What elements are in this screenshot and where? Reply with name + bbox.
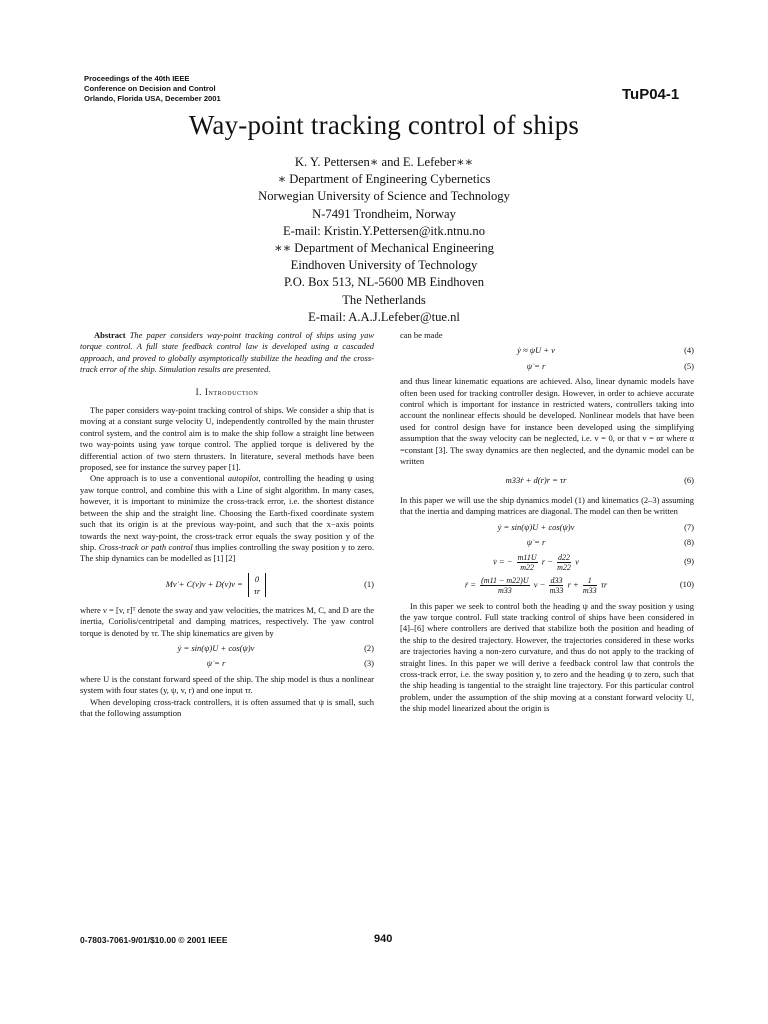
equation-number: (3)	[364, 658, 374, 669]
abstract-text: The paper considers way-point tracking control of ships using yaw torque control. A full state feedback control law is developed using a cascaded approach, and proved to globally asymptotically stabilize the heading and the cross-track error of the ship. Simulation results are presented.	[80, 330, 374, 375]
numerator: m11U	[517, 552, 537, 562]
equation-text: ψ̇ = r	[526, 537, 546, 548]
paper-title: Way-point tracking control of ships	[188, 110, 580, 140]
equation-number: (2)	[364, 642, 374, 653]
paragraph: and thus linear kinematic equations are achieved. Also, linear dynamic models have often been used for tracking controller design. However, in order to achieve accurate control which is important for instance in restricted waters, controllers taking into account the nonlinear effects should be developed. Nonlinear models that have been used for control design have for instance been developed using the simplifying assumption that the sway velocity can be neglected, i.e. v = 0, or that v = αr where α =constant [3]. The sway dynamics are then neglected, and the dynamic model can be written	[400, 376, 694, 467]
equation-text: v̇ = −	[493, 555, 513, 566]
denominator: m33	[582, 585, 597, 595]
text-run-italic: Cross-track or path control	[98, 541, 193, 552]
equation-text: ψ̇ = r	[526, 360, 546, 371]
equation-text: τr	[600, 578, 608, 589]
equation-text: ṙ =	[464, 578, 476, 589]
equation-number: (4)	[684, 345, 694, 356]
numerator: (m11 − m22)U	[481, 575, 529, 585]
equation-7	[400, 522, 694, 533]
equation-number: (6)	[684, 475, 694, 486]
paragraph: The paper considers way-point tracking control of ships. We consider a ship that is moving at a constant surge velocity U, independently controlled by the main thruster control system, and the control aim is to make the ship follow a straight line between two way-points using yaw torque control. The applied torque is delivered by the differential action of two stern thrusters. In literature, several methods have been proposed, see for instance the survey paper [1].	[80, 405, 374, 473]
paragraph: In this paper we seek to control both the heading ψ and the sway position y using the yaw torque control. Full state tracking control of ships have been considered in [4]–[6] where controllers are derived that stabilize both the position and heading of the ship to the desired trajectory. However, the trajectories considered in these works are trajectories having a non-zero curvature, and thus do not apply to the tracking of straight lines. In this paper we will derive a feedback control law that controls the cross-track error, i.e. the sway position y, to zero and the heading ψ to zero, such that the ship heading is tangential to the straight line trajectory. For this particular control problem, under the assumption of the ship moving at a constant forward velocity U, the ship model linearized about the origin is	[400, 600, 694, 714]
numerator: d22	[558, 552, 571, 562]
equation-number: (1)	[364, 579, 374, 590]
author-line: K. Y. Pettersen∗ and E. Lefeber∗∗	[294, 155, 474, 169]
equation-text: ẏ ≈ ψU + v	[517, 345, 555, 356]
right-column	[400, 330, 694, 715]
author-line: The Netherlands	[342, 292, 426, 307]
equation-number: (7)	[684, 521, 694, 532]
equation-text: Mν̇ + C(ν)ν + D(ν)ν =	[165, 578, 243, 589]
abstract	[80, 330, 374, 376]
matrix-entry: 0	[254, 573, 260, 584]
equation-text: ẏ = sin(ψ)U + cos(ψ)v	[497, 521, 575, 532]
author-line: E-mail: Kristin.Y.Pettersen@itk.ntnu.no	[282, 223, 485, 238]
equation-number: (8)	[684, 537, 694, 548]
equation-8	[400, 537, 694, 548]
author-line: P.O. Box 513, NL-5600 MB Eindhoven	[283, 275, 485, 290]
equation-text: r +	[567, 578, 579, 589]
equation-body	[400, 553, 672, 572]
text-run: , controlling the heading ψ using yaw torque control, and combine this with a Line of sight algorithm. In many cases, however, it is important to minimize the cross-track error, i.e. the shortest distance between the ship and the straight line. Choosing the Earth-fixed coordinate system such that its origin is at the previous way-point, and such that the x−axis points towards the next way-point, the cross-track error equals the sway position y of the ship.	[80, 473, 374, 552]
paragraph: In this paper we will use the ship dynamics model (1) and kinematics (2–3) assuming that the inertia and damping matrices are diagonal. The model can then be written	[400, 494, 694, 517]
numerator: d33	[550, 575, 563, 585]
author-line: Norwegian University of Science and Technology	[258, 189, 510, 204]
footer-isbn: 0-7803-7061-9/01/$10.00 © 2001 IEEE	[80, 935, 228, 945]
abstract-label: Abstract	[94, 330, 126, 340]
equation-2	[80, 643, 374, 654]
equation-text: v −	[533, 578, 546, 589]
equation-5	[400, 361, 694, 372]
equation-1	[80, 573, 374, 597]
section-heading: I. Introduction	[195, 386, 259, 397]
matrix-entry: τr	[253, 585, 261, 596]
author-line: E-mail: A.A.J.Lefeber@tue.nl	[308, 309, 460, 324]
text-run: One approach is to use a conventional	[90, 473, 228, 484]
denominator: m22	[520, 562, 535, 572]
equation-text: v	[575, 555, 579, 566]
page-number: 940	[374, 933, 393, 945]
equation-text: r −	[541, 555, 553, 566]
left-column	[80, 330, 374, 719]
fraction	[480, 576, 529, 595]
equation-text: ẏ = sin(ψ)U + cos(ψ)v	[177, 642, 255, 653]
equation-number: (10)	[679, 579, 694, 590]
proceedings-line: Proceedings of the 40th IEEE	[84, 74, 190, 83]
denominator: m33	[497, 585, 512, 595]
input-vector	[248, 573, 266, 597]
author-line: ∗ Department of Engineering Cybernetics	[277, 172, 491, 187]
equation-text: m33ṙ + d(r)r = τr	[505, 475, 567, 486]
fraction	[549, 576, 563, 595]
proceedings-line: Orlando, Florida USA, December 2001	[84, 94, 221, 103]
proceedings-line: Conference on Decision and Control	[84, 84, 216, 93]
paragraph: where ν = [v, r]ᵀ denote the sway and yaw velocities, the matrices M, C, and D are the inertia, Coriolis/centripetal and damping matrices, respectively. The yaw control torque is denoted by τr. The ship kinematics are given by	[80, 604, 374, 638]
equation-9	[400, 553, 694, 572]
author-line: ∗∗ Department of Mechanical Engineering	[274, 241, 494, 256]
paragraph: where U is the constant forward speed of the ship. The ship model is thus a nonlinear system with four states (y, ψ, v, r) and one input τr.	[80, 673, 374, 696]
numerator: 1	[583, 576, 597, 586]
proceedings-header	[84, 74, 221, 104]
text-run: thus implies controlling the sway position y to zero. The ship dynamics can be modelled as [1] [2]	[80, 541, 375, 564]
paragraph	[80, 473, 374, 564]
denominator: m33	[549, 585, 564, 595]
author-line: N-7491 Trondheim, Norway	[312, 206, 456, 221]
equation-6	[400, 475, 694, 486]
equation-4	[400, 345, 694, 356]
author-block	[184, 154, 584, 326]
equation-body	[400, 576, 672, 595]
fraction	[583, 576, 597, 595]
paper-id: TuP04-1	[622, 86, 680, 103]
equation-number: (5)	[684, 360, 694, 371]
paragraph: When developing cross-track controllers, it is often assumed that ψ is small, such that the following assumption	[80, 696, 374, 718]
author-line: Eindhoven University of Technology	[290, 258, 478, 273]
equation-3	[80, 658, 374, 669]
equation-text: ψ̇ = r	[206, 658, 226, 669]
equation-10	[400, 576, 694, 595]
paragraph: can be made	[400, 330, 443, 340]
fraction	[517, 553, 538, 572]
fraction	[557, 553, 571, 572]
text-run-italic: autopilot	[227, 473, 259, 484]
denominator: m22	[557, 562, 571, 572]
equation-number: (9)	[684, 556, 694, 567]
equation-body	[80, 573, 352, 597]
